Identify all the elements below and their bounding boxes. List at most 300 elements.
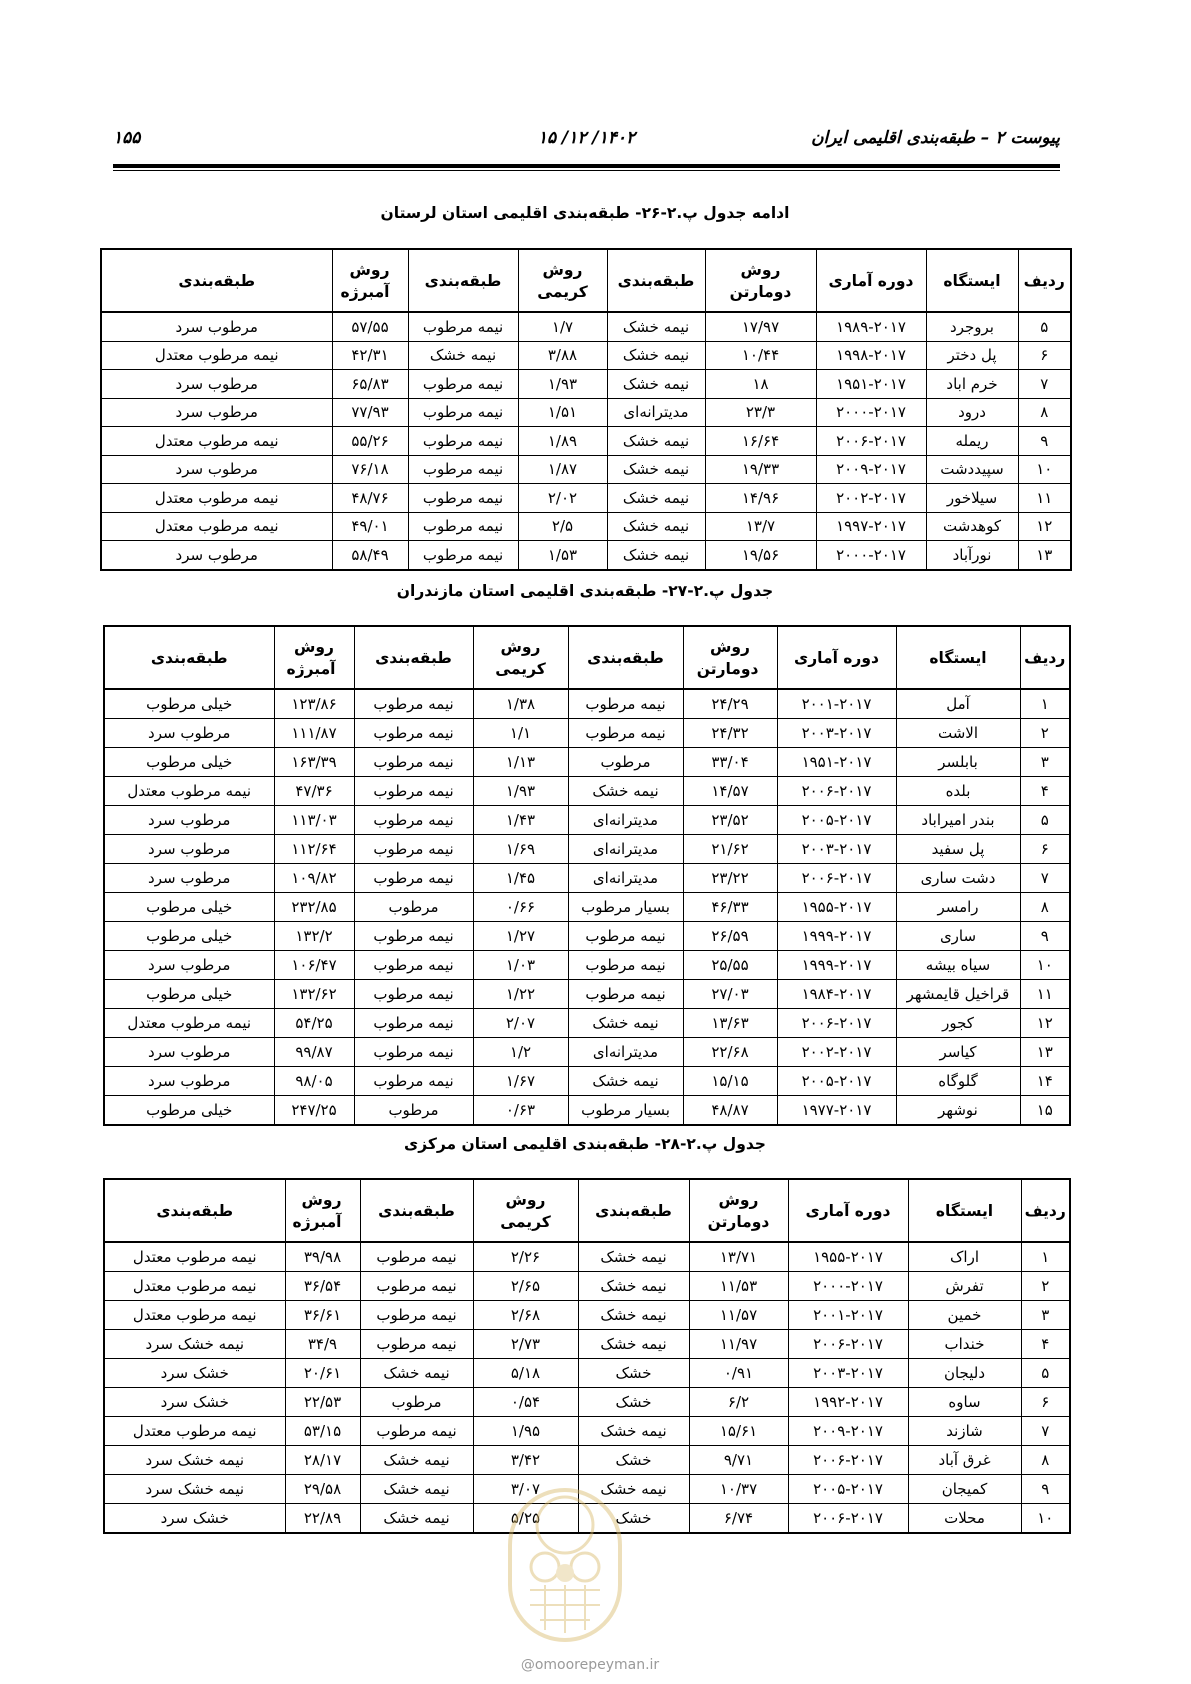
table-cell: ۱۹۵۱-۲۰۱۷ [777,748,896,777]
header-row [101,249,1071,312]
table-cell: ۹۹/۸۷ [274,1038,354,1067]
table-cell: مرطوب [568,748,683,777]
table-cell: ۱۱/۹۷ [689,1330,788,1359]
table-cell: ۹ [1021,1475,1070,1504]
table-cell: ۳۹/۹۸ [285,1242,360,1272]
header-date: ۱۴۰۲/ ۱۲/ ۱۵ [537,128,636,148]
table-cell: مرطوب [354,1096,473,1126]
table-cell: خیلی مرطوب [104,1096,274,1126]
column-header: طبقه‌بندی [568,626,683,689]
table-row [104,719,1070,748]
table-cell: ۷ [1020,864,1070,893]
table-cell: مرطوب سرد [101,312,332,341]
table-cell: ساری [896,922,1020,951]
table-cell: نیمه مرطوب [354,922,473,951]
table-cell: ۲/۵ [518,512,607,541]
table-cell: نیمه خشک [607,341,705,370]
table-cell: مرطوب سرد [104,864,274,893]
table-cell: دلیجان [908,1359,1021,1388]
table-cell: ۲۶/۵۹ [683,922,777,951]
table-cell: ۴۸/۷۶ [332,484,408,513]
table-cell: ۱۱ [1020,980,1070,1009]
table-cell: نیمه خشک [607,455,705,484]
column-header: دوره آماری [777,626,896,689]
table-cell: سیاه بیشه [896,951,1020,980]
table-cell: دشت ساری [896,864,1020,893]
column-header: طبقه‌بندی [104,1179,285,1242]
table-cell: ۲۰۰۵-۲۰۱۷ [777,806,896,835]
table-cell: نیمه خشک سرد [104,1446,285,1475]
table-cell: ۶۵/۸۳ [332,370,408,399]
table-cell: ۱/۹۳ [518,370,607,399]
table-cell: ۱۵/۶۱ [689,1417,788,1446]
table-cell: ۶ [1021,1388,1070,1417]
table-cell: ۱/۱۳ [473,748,568,777]
table-cell: خیلی مرطوب [104,893,274,922]
table-cell: اراک [908,1242,1021,1272]
watermark-seal-icon [500,1455,630,1645]
table-cell: ۱۱/۵۷ [689,1301,788,1330]
table-cell: ۱۳/۷۱ [689,1242,788,1272]
table-cell: مدیترانه‌ای [568,835,683,864]
table-cell: کوهدشت [926,512,1018,541]
table-cell: ۴۸/۸۷ [683,1096,777,1126]
table-cell: بابلسر [896,748,1020,777]
table-cell: ۲۰۰۶-۲۰۱۷ [788,1504,908,1534]
table-cell: ۱/۴۳ [473,806,568,835]
table-row [104,748,1070,777]
column-header: طبقه‌بندی [104,626,274,689]
table-cell: ۱۳ [1020,1038,1070,1067]
table-cell: نیمه خشک [578,1417,689,1446]
table-cell: ۱۹۹۸-۲۰۱۷ [816,341,926,370]
column-header: ایستگاه [908,1179,1021,1242]
header-row [104,1179,1070,1242]
table-cell: ۲/۲۶ [473,1242,578,1272]
table-cell: ۱۹۷۷-۲۰۱۷ [777,1096,896,1126]
table-cell: ۲۰۰۶-۲۰۱۷ [777,777,896,806]
table-cell: ۱۰ [1020,951,1070,980]
column-header: ردیف [1021,1179,1070,1242]
table-cell: ۱/۶۷ [473,1067,568,1096]
table-cell: نیمه مرطوب [354,719,473,748]
column-header: طبقه‌بندی [360,1179,473,1242]
table-cell: ۱۶/۶۴ [705,427,816,456]
table-cell: ۲۳/۳ [705,398,816,427]
table-cell: ۱۹/۳۳ [705,455,816,484]
table-cell: ۸ [1018,398,1071,427]
table-cell: ۲۰۰۶-۲۰۱۷ [777,864,896,893]
table-cell: نیمه مرطوب [360,1330,473,1359]
table-cell: نیمه مرطوب [360,1301,473,1330]
column-header: طبقه‌بندی [607,249,705,312]
table-cell: ۱۱۲/۶۴ [274,835,354,864]
table-cell: ۱۱/۵۳ [689,1272,788,1301]
table-row [101,512,1071,541]
column-header: ایستگاه [896,626,1020,689]
table-cell: نیمه مرطوب [568,951,683,980]
table-cell: ۲۳/۲۲ [683,864,777,893]
table-cell: ۴۹/۰۱ [332,512,408,541]
table-cell: ۰/۶۶ [473,893,568,922]
table-cell: مدیترانه‌ای [607,398,705,427]
table-cell: نیمه مرطوب [354,689,473,719]
table-cell: مرطوب سرد [101,541,332,570]
table-cell: مرطوب [354,893,473,922]
table-cell: ۲۷/۰۳ [683,980,777,1009]
table-cell: بندر امیراباد [896,806,1020,835]
table-cell: ۱۳۲/۲ [274,922,354,951]
table-cell: ۲۲/۸۹ [285,1504,360,1534]
table-cell: درود [926,398,1018,427]
table-row [104,835,1070,864]
table-cell: ۲/۶۸ [473,1301,578,1330]
table-cell: ۱/۲۲ [473,980,568,1009]
table-cell: ۲/۶۵ [473,1272,578,1301]
table-row [104,864,1070,893]
table-row [104,1009,1070,1038]
table-cell: نیمه مرطوب معتدل [104,1301,285,1330]
table-cell: ۱۹۹۹-۲۰۱۷ [777,951,896,980]
table-cell: نیمه مرطوب [568,689,683,719]
table-cell: ۲۲/۶۸ [683,1038,777,1067]
table-cell: ۱۹۹۹-۲۰۱۷ [777,922,896,951]
table-cell: ۱۹۹۷-۲۰۱۷ [816,512,926,541]
table-cell: نیمه مرطوب [408,541,518,570]
table-cell: ۲۴۷/۲۵ [274,1096,354,1126]
table-cell: نیمه مرطوب معتدل [101,512,332,541]
table-cell: ۴۶/۳۳ [683,893,777,922]
table-cell: ۱/۲ [473,1038,568,1067]
table-cell: نیمه خشک [360,1475,473,1504]
table-row [104,1096,1070,1126]
table-cell: ۲/۰۲ [518,484,607,513]
table-cell: غرق آباد [908,1446,1021,1475]
table-cell: نیمه خشک [568,777,683,806]
table-row [104,1330,1070,1359]
table-cell: ۱۰ [1021,1504,1070,1534]
table-cell: نیمه مرطوب معتدل [101,341,332,370]
table-cell: ۰/۵۴ [473,1388,578,1417]
table-cell: ۱۰۶/۴۷ [274,951,354,980]
header-rule-thick [113,164,1060,168]
table-cell: نیمه خشک [607,484,705,513]
table-row [101,370,1071,399]
table-cell: ۹/۷۱ [689,1446,788,1475]
table-cell: ۱/۴۵ [473,864,568,893]
table-cell: ۲۸/۱۷ [285,1446,360,1475]
table-cell: ۱۴ [1020,1067,1070,1096]
table-cell: ۱۹۹۲-۲۰۱۷ [788,1388,908,1417]
table-cell: ۲۰۰۰-۲۰۱۷ [816,398,926,427]
column-header: دوره آماری [816,249,926,312]
table-cell: شازند [908,1417,1021,1446]
table-row [101,398,1071,427]
table-cell: ۱/۸۷ [518,455,607,484]
table-cell: سپیددشت [926,455,1018,484]
table-cell: نیمه مرطوب [408,312,518,341]
table-cell: ۲۰۰۵-۲۰۱۷ [788,1475,908,1504]
table-cell: ۷ [1021,1417,1070,1446]
table-row [104,1301,1070,1330]
table-cell: ۱/۹۵ [473,1417,578,1446]
table-cell: نیمه مرطوب معتدل [104,777,274,806]
table-cell: رامسر [896,893,1020,922]
table-cell: ۱۰۹/۸۲ [274,864,354,893]
table-cell: ۴۷/۳۶ [274,777,354,806]
table-cell: نوشهر [896,1096,1020,1126]
table-cell: نیمه خشک [578,1272,689,1301]
table-cell: مدیترانه‌ای [568,1038,683,1067]
table-cell: ۲۳/۵۲ [683,806,777,835]
table-cell: ۲۰۰۱-۲۰۱۷ [777,689,896,719]
table-cell: ۵/۲۵ [473,1504,578,1534]
table-cell: ۲۰۰۲-۲۰۱۷ [816,484,926,513]
table-cell: مرطوب سرد [104,951,274,980]
page-header [113,128,1060,166]
table-cell: خشک سرد [104,1388,285,1417]
table-cell: ۲۰۰۵-۲۰۱۷ [777,1067,896,1096]
table-cell: بلده [896,777,1020,806]
table-cell: نیمه مرطوب [408,512,518,541]
table-cell: ۵۸/۴۹ [332,541,408,570]
table-row [104,777,1070,806]
table-cell: ۲۰۰۳-۲۰۱۷ [777,719,896,748]
table-cell: نیمه مرطوب [354,1067,473,1096]
table-cell: ۹ [1020,922,1070,951]
table-cell: کمیجان [908,1475,1021,1504]
table-cell: خشک سرد [104,1504,285,1534]
table-cell: محلات [908,1504,1021,1534]
table-cell: ۳۶/۶۱ [285,1301,360,1330]
table-cell: ۱۵ [1020,1096,1070,1126]
table-cell: خیلی مرطوب [104,748,274,777]
column-header: طبقه‌بندی [578,1179,689,1242]
table-cell: نیمه مرطوب [408,427,518,456]
table-cell: نیمه مرطوب [354,1038,473,1067]
table-cell: نیمه خشک سرد [104,1330,285,1359]
column-header: روش آمبرژه [274,626,354,689]
table-cell: ۱۹۵۵-۲۰۱۷ [777,893,896,922]
table-cell: ۱ [1021,1242,1070,1272]
table-row [104,1038,1070,1067]
table-cell: ۱/۶۹ [473,835,568,864]
table-cell: ۱/۸۹ [518,427,607,456]
table-cell: ۲۰۰۶-۲۰۱۷ [788,1446,908,1475]
table-cell: ۱۱۳/۰۳ [274,806,354,835]
table-cell: ۲۰۰۶-۲۰۱۷ [777,1009,896,1038]
table-cell: ۱ [1020,689,1070,719]
table-cell: ۵۴/۲۵ [274,1009,354,1038]
table-cell: ۲۹/۵۸ [285,1475,360,1504]
table-cell: گلوگاه [896,1067,1020,1096]
table-cell: نیمه مرطوب [354,806,473,835]
table-row [104,1417,1070,1446]
table-cell: نیمه مرطوب معتدل [104,1242,285,1272]
column-header: طبقه‌بندی [354,626,473,689]
table-cell: نیمه مرطوب [354,777,473,806]
table-cell: ۱/۵۱ [518,398,607,427]
table-cell: ۲ [1021,1272,1070,1301]
table-cell: ۶/۷۴ [689,1504,788,1534]
table-cell: سیلاخور [926,484,1018,513]
table-cell: ۱۳۲/۶۲ [274,980,354,1009]
table-row [104,1388,1070,1417]
column-header: روش دومارتن [683,626,777,689]
table-cell: ۱/۷ [518,312,607,341]
table-row [104,689,1070,719]
table-cell: ۳ [1020,748,1070,777]
table-cell: نیمه مرطوب [568,719,683,748]
table-cell: بسیار مرطوب [568,893,683,922]
table-cell: ۲۵/۵۵ [683,951,777,980]
table-cell: خمین [908,1301,1021,1330]
table-cell: ۰/۶۳ [473,1096,568,1126]
table-cell: ۲۳۲/۸۵ [274,893,354,922]
table-cell: نیمه خشک [360,1504,473,1534]
table-cell: نیمه مرطوب معتدل [101,427,332,456]
table-cell: ۱۰ [1018,455,1071,484]
table-cell: ۵ [1021,1359,1070,1388]
table-lorestan [100,248,1072,571]
table-cell: ریمله [926,427,1018,456]
table-cell: ۴۲/۳۱ [332,341,408,370]
table-cell: ۲۰/۶۱ [285,1359,360,1388]
table-cell: بروجرد [926,312,1018,341]
table-row [104,1067,1070,1096]
table-row [101,455,1071,484]
table-cell: ۲۰۰۳-۲۰۱۷ [788,1359,908,1388]
table27-caption: جدول پ.۲-۲۷- طبقه‌بندی اقلیمی استان مازندران [396,582,774,600]
table-cell: ۲/۰۷ [473,1009,568,1038]
table-cell: نیمه مرطوب [354,980,473,1009]
column-header: روش دومارتن [689,1179,788,1242]
table-row [104,922,1070,951]
table-cell: ۷۷/۹۳ [332,398,408,427]
table-cell: نیمه مرطوب [408,484,518,513]
table-row [101,312,1071,341]
table-cell: ۳/۴۲ [473,1446,578,1475]
table-cell: نیمه مرطوب [408,398,518,427]
table-cell: نیمه مرطوب [354,864,473,893]
column-header: ردیف [1018,249,1071,312]
table-cell: ۱۴/۵۷ [683,777,777,806]
table-cell: ۲۰۰۰-۲۰۱۷ [816,541,926,570]
table-cell: ۶ [1020,835,1070,864]
table-cell: مرطوب سرد [104,1038,274,1067]
table-cell: مرطوب سرد [104,835,274,864]
table-cell: ۱/۹۳ [473,777,568,806]
table-cell: نیمه خشک [408,341,518,370]
table-cell: نیمه خشک [578,1475,689,1504]
table-cell: ۱۹/۵۶ [705,541,816,570]
table-cell: ۲۰۰۱-۲۰۱۷ [788,1301,908,1330]
table-cell: ساوه [908,1388,1021,1417]
table-cell: نیمه خشک [607,427,705,456]
table-cell: ۱۵/۱۵ [683,1067,777,1096]
column-header: طبقه‌بندی [101,249,332,312]
table-cell: ۲۰۰۶-۲۰۱۷ [788,1330,908,1359]
table-cell: ۱۹۵۵-۲۰۱۷ [788,1242,908,1272]
table-row [104,806,1070,835]
table-cell: مرطوب سرد [101,455,332,484]
table-cell: ۵۳/۱۵ [285,1417,360,1446]
table-cell: ۲/۷۳ [473,1330,578,1359]
column-header: دوره آماری [788,1179,908,1242]
table-cell: ۵۷/۵۵ [332,312,408,341]
table-cell: نورآباد [926,541,1018,570]
table-cell: مرطوب [360,1388,473,1417]
table-cell: ۳۴/۹ [285,1330,360,1359]
table-cell: ۲۰۰۰-۲۰۱۷ [788,1272,908,1301]
table-cell: ۱/۱ [473,719,568,748]
column-header: روش کریمی [473,626,568,689]
table-cell: نیمه خشک [568,1067,683,1096]
footer-website: @omoorepeyman.ir [520,1657,660,1673]
table-cell: خشک سرد [104,1359,285,1388]
table-cell: ۱۹۸۴-۲۰۱۷ [777,980,896,1009]
column-header: ایستگاه [926,249,1018,312]
table-cell: ۳۳/۰۴ [683,748,777,777]
table-cell: ۶/۲ [689,1388,788,1417]
table-cell: ۲۴/۲۹ [683,689,777,719]
table-cell: ۰/۹۱ [689,1359,788,1388]
table-cell: نیمه خشک [607,541,705,570]
table-cell: ۹ [1018,427,1071,456]
table-row [101,427,1071,456]
table-cell: مدیترانه‌ای [568,864,683,893]
table-cell: ۱۰/۳۷ [689,1475,788,1504]
table-cell: ۹۸/۰۵ [274,1067,354,1096]
table-row [104,980,1070,1009]
table-cell: مدیترانه‌ای [568,806,683,835]
table-cell: خشک [578,1359,689,1388]
table-cell: نیمه مرطوب [360,1417,473,1446]
table-cell: بسیار مرطوب [568,1096,683,1126]
table-cell: ۱۸ [705,370,816,399]
table-cell: ۳/۰۷ [473,1475,578,1504]
table-cell: خشک [578,1446,689,1475]
table-cell: پل دختر [926,341,1018,370]
table-cell: ۲۰۰۳-۲۰۱۷ [777,835,896,864]
column-header: روش کریمی [473,1179,578,1242]
table-cell: تفرش [908,1272,1021,1301]
table-cell: ۱۱۱/۸۷ [274,719,354,748]
table-cell: نیمه خشک [607,312,705,341]
table-cell: مرطوب سرد [104,806,274,835]
table-cell: ۱۳/۶۳ [683,1009,777,1038]
table-cell: نیمه مرطوب معتدل [104,1009,274,1038]
table-cell: مرطوب سرد [104,1067,274,1096]
column-header: ردیف [1020,626,1070,689]
header-rule-thin [113,170,1060,171]
table-cell: خیلی مرطوب [104,980,274,1009]
table-cell: نیمه خشک [568,1009,683,1038]
table-cell: ۴ [1021,1330,1070,1359]
table-cell: ۳ [1021,1301,1070,1330]
table-cell: ۱۲ [1018,512,1071,541]
table-cell: ۲۰۰۲-۲۰۱۷ [777,1038,896,1067]
table-row [101,541,1071,570]
table-cell: ۲۱/۶۲ [683,835,777,864]
column-header: روش کریمی [518,249,607,312]
table-cell: ۱۹۵۱-۲۰۱۷ [816,370,926,399]
table-cell: ۷ [1018,370,1071,399]
table-row [104,893,1070,922]
table26-caption: ادامه جدول پ.۲-۲۶- طبقه‌بندی اقلیمی استان لرستان [380,204,790,222]
table-cell: خیلی مرطوب [104,689,274,719]
table-cell: ۵/۱۸ [473,1359,578,1388]
